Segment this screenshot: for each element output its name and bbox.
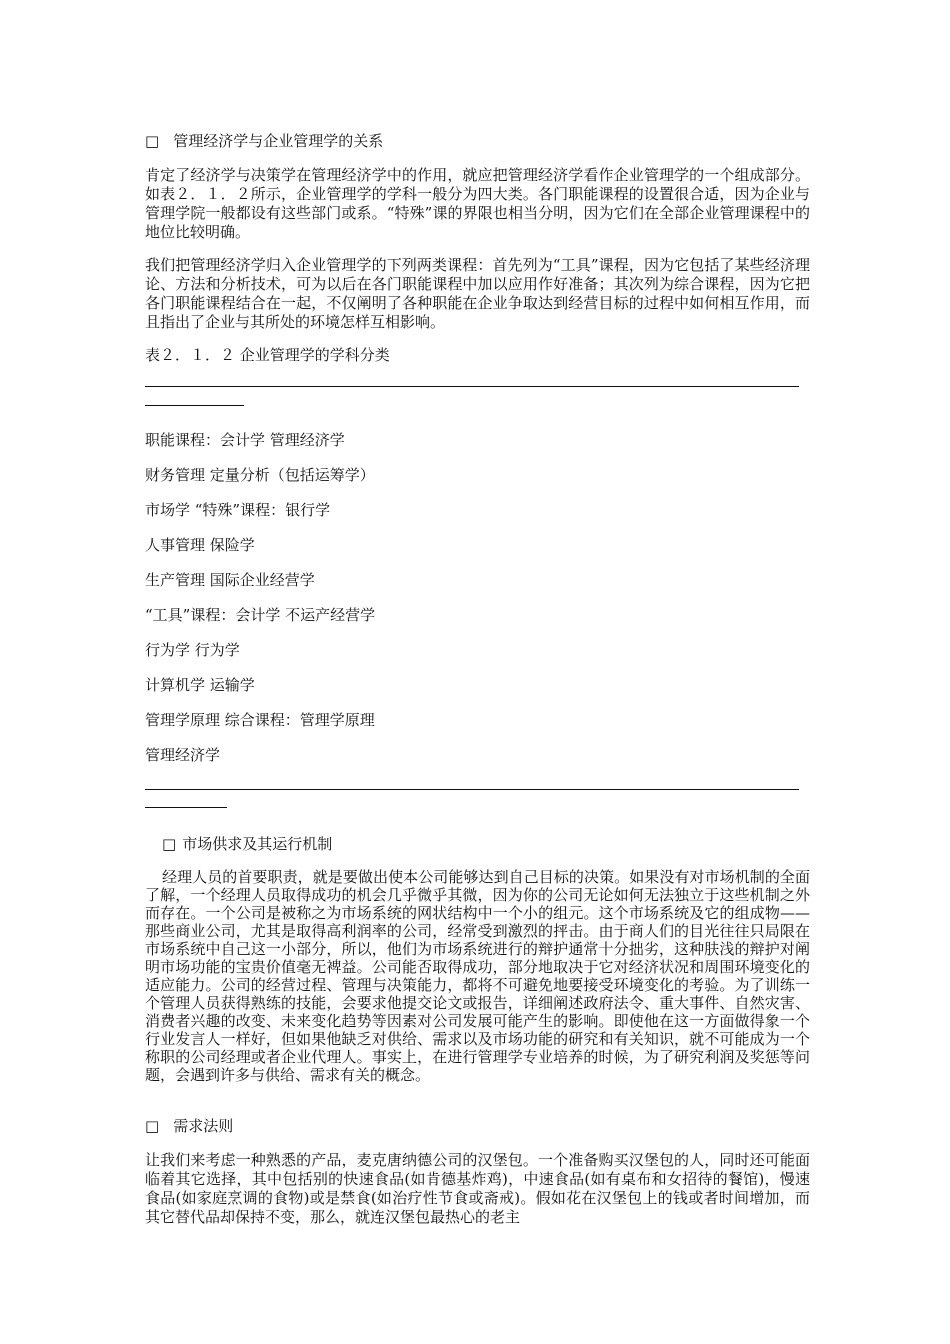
table-row: 人事管理 保险学 xyxy=(145,536,255,554)
table-row: 职能课程：会计学 管理经济学 xyxy=(145,431,345,449)
section-heading-text: 需求法则 xyxy=(173,1117,234,1135)
table-row: 计算机学 运输学 xyxy=(145,676,255,694)
table-top-rule xyxy=(145,386,799,387)
table-row: “工具”课程：会计学 不运产经营学 xyxy=(145,606,376,624)
section-heading-management-economics xyxy=(145,131,383,151)
table-caption: 表２．１．２ 企业管理学的学科分类 xyxy=(145,346,390,364)
table-row: 财务管理 定量分析（包括运筹学） xyxy=(145,466,375,484)
section-heading-text: 市场供求及其运行机制 xyxy=(182,835,333,853)
paragraph-3: 经理人员的首要职责，就是要做出使本公司能够达到自己目标的决策。如果没有对市场机制的全面了解，一个经理人员取得成功的机会几乎微乎其微，因为你的公司无论如何无法独立于这些机制之外而存在。一个公司是被称之为市场系统的网状结构中一个小的组元。这个市场系统及它的组成物——那些商业公司，尤其是取得高利润率的公司，经常受到激烈的抨击。由于商人们的目光往往只局限在市场系统中自己这一小部分，所以，他们为市场系统进行的辩护通常十分拙劣，这种肤浅的辩护对阐明市场功能的宝贵价值毫无裨益。公司能否取得成功，部分地取决于它对经济状况和周围环境变化的适应能力。公司的经营过程、管理与决策能力，都将不可避免地要接受环境变化的考验。为了训练一个管理人员获得熟练的技能，会要求他提交论文或报告，详细阐述政府法令、重大事件、自然灾害、消费者兴趣的改变、未来变化趋势等因素对公司发展可能产生的影响。即使他在这一方面做得象一个行业发言人一样好，但如果他缺乏对供给、需求以及市场功能的研究和有关知识，就不可能成为一个称职的公司经理或者企业代理人。事实上，在进行管理学专业培养的时候，为了研究利润及奖惩等问题，会遇到许多与供给、需求有关的概念。 xyxy=(145,868,810,1084)
section-heading-text: 管理经济学与企业管理学的关系 xyxy=(173,132,384,150)
section-heading-market xyxy=(162,834,332,854)
table-row: 管理经济学 xyxy=(145,746,221,764)
table-bottom-rule xyxy=(145,789,799,790)
table-top-rule-tail xyxy=(145,405,244,406)
table-row: 管理学原理 综合课程：管理学原理 xyxy=(145,711,375,729)
table-row: 生产管理 国际企业经营学 xyxy=(145,571,315,589)
table-row: 市场学 “特殊”课程：银行学 xyxy=(145,501,331,519)
table-bottom-rule-tail xyxy=(145,807,227,808)
checkbox-icon: □ xyxy=(145,132,160,150)
paragraph-1: 肯定了经济学与决策学在管理经济学中的作用，就应把管理经济学看作企业管理学的一个组成部分。如表２．１．２所示，企业管理学的学科一般分为四大类。各门职能课程的设置很合适，因为企业与管理学院一般都设有这些部门或系。“特殊”课的界限也相当分明，因为它们在全部企业管理课程中的地位比较明确。 xyxy=(145,166,810,241)
paragraph-2: 我们把管理经济学归入企业管理学的下列两类课程：首先列为“工具”课程，因为它包括了某些经济理论、方法和分析技术，可为以后在各门职能课程中加以应用作好准备；其次列为综合课程，因为它把各门职能课程结合在一起，不仅阐明了各种职能在企业争取达到经营目标的过程中如何相互作用，而且指出了企业与其所处的环境怎样互相影响。 xyxy=(145,256,810,331)
paragraph-4: 让我们来考虑一种熟悉的产品，麦克唐纳德公司的汉堡包。一个准备购买汉堡包的人，同时还可能面临着其它选择，其中包括别的快速食品(如肯德基炸鸡)，中速食品(如有桌布和女招待的餐馆)，慢速食品(如家庭烹调的食物)或是禁食(如治疗性节食或斋戒)。假如花在汉堡包上的钱或者时间增加，而其它替代品却保持不变，那么，就连汉堡包最热心的老主 xyxy=(145,1151,810,1226)
checkbox-icon: □ xyxy=(145,1117,160,1135)
checkbox-icon: □ xyxy=(162,835,177,853)
section-heading-demand-law xyxy=(145,1116,233,1136)
table-row: 行为学 行为学 xyxy=(145,641,240,659)
